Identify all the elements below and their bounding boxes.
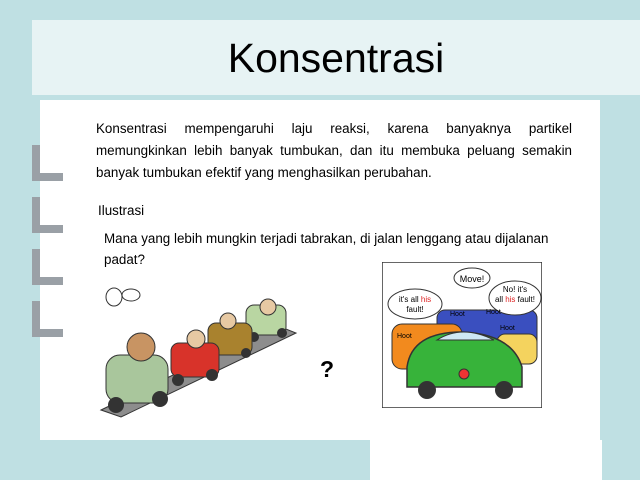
honk-text: Hoot	[500, 325, 515, 332]
svg-text:fault!: fault!	[406, 305, 424, 314]
honk-text: Hoot	[450, 311, 465, 318]
svg-text:it's all his: it's all his	[398, 295, 432, 304]
paragraph: Konsentrasi mempengaruhi laju reaksi, karena banyaknya partikel memungkinkan lebih banyak tumbukan, dan itu membuka peluang semakin banyak tumbukan efektif yang menghasilkan perubahan.	[96, 121, 572, 180]
speech-bubble-left	[388, 289, 442, 319]
l-bracket-icon	[32, 197, 63, 233]
honk-text: Hoot	[397, 333, 412, 340]
traffic-jam-illustration	[382, 262, 542, 408]
l-bracket-icon	[32, 145, 63, 181]
svg-text:No! it's: No! it's	[502, 285, 528, 294]
question-text: Mana yang lebih mungkin terjadi tabrakan, di jalan lenggang atau dijalanan padat?	[104, 231, 549, 267]
l-bracket-icon	[32, 301, 63, 337]
l-bracket-icon	[32, 249, 63, 285]
slide-title: Konsentrasi	[227, 35, 445, 81]
car-green	[106, 333, 168, 413]
svg-text:all his fault!: all his fault!	[494, 295, 536, 304]
content-panel-extension	[370, 440, 602, 480]
speech-bubble-move	[454, 268, 490, 288]
svg-text:Move!: Move!	[459, 274, 485, 284]
question-mark: ?	[320, 356, 335, 382]
road-cars-illustration	[96, 285, 306, 420]
section-label: Ilustrasi	[98, 203, 145, 218]
honk-text: Hoot	[486, 309, 501, 316]
